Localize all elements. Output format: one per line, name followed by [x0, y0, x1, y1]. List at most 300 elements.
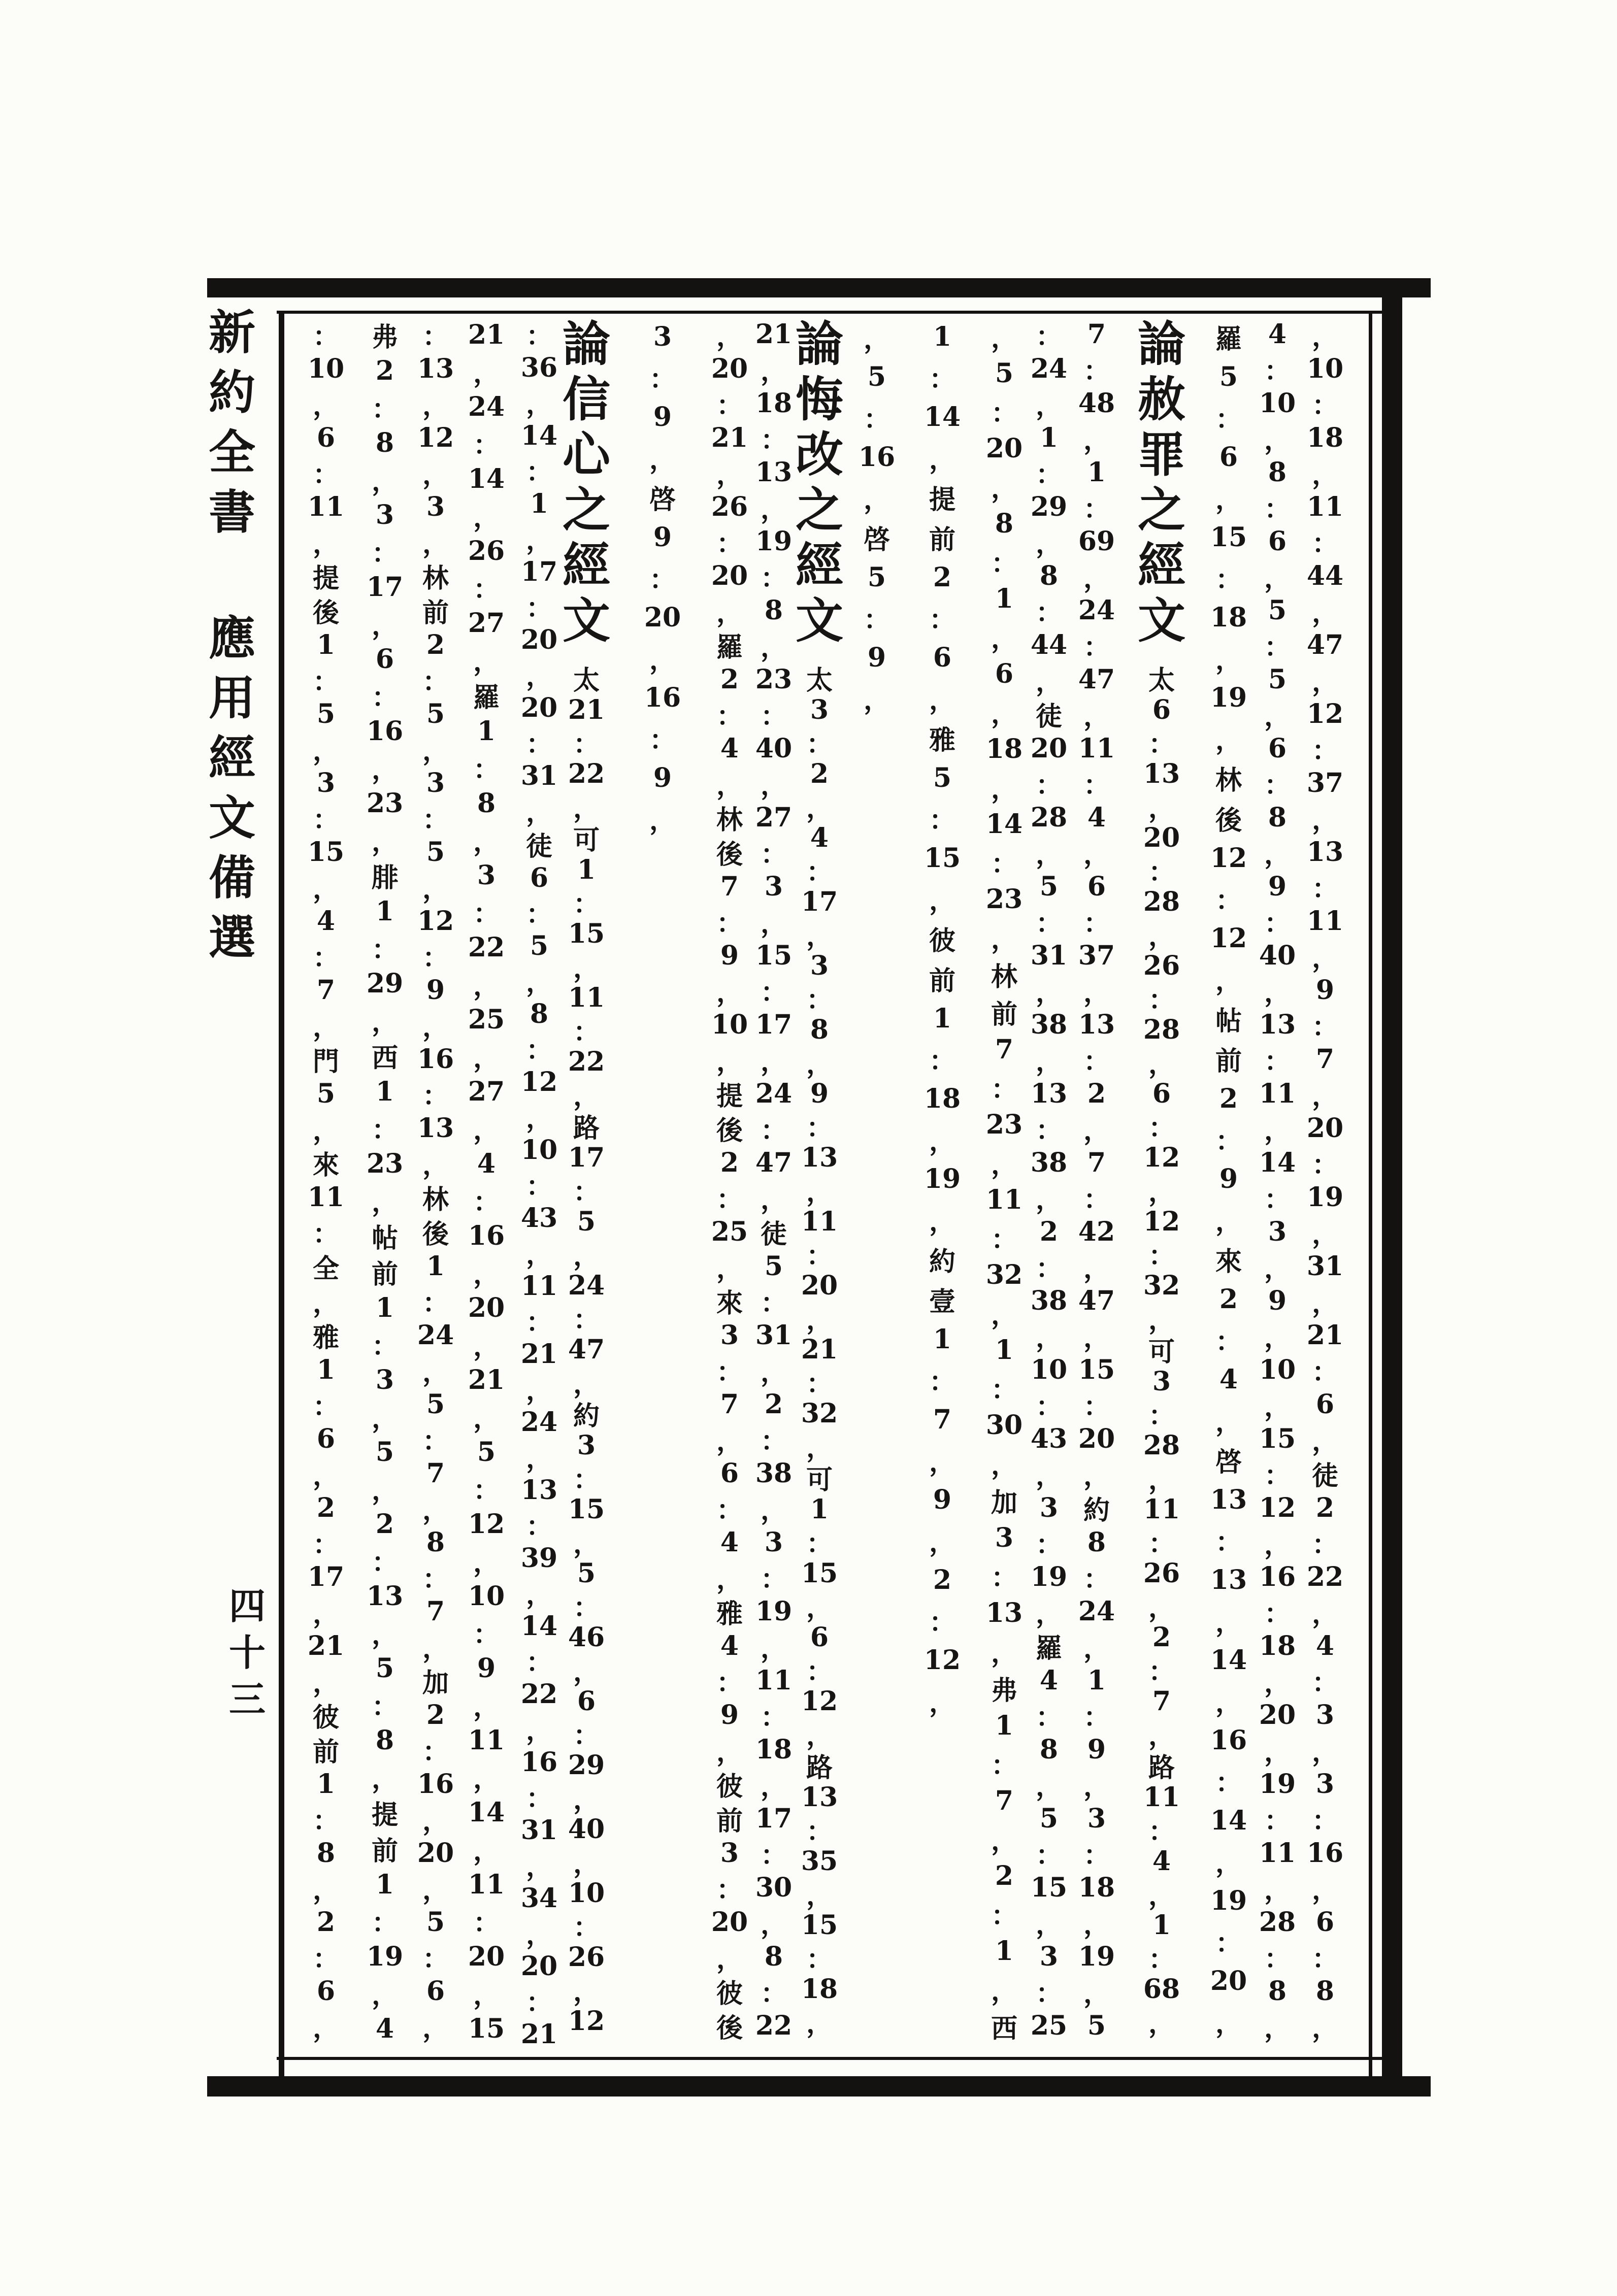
reference-cell: 24 — [520, 1407, 558, 1438]
scripture-column-16 — [457, 317, 516, 2055]
reference-cell: 6 — [577, 1686, 596, 1717]
reference-cell: ， — [473, 971, 500, 1002]
reference-cell: ： — [991, 1224, 1017, 1255]
reference-cell: ， — [473, 1547, 500, 1578]
reference-cell: 20 — [1030, 733, 1068, 764]
reference-cell: ， — [422, 1356, 449, 1388]
reference-cell: ， — [806, 2008, 833, 2039]
reference-cell: ： — [422, 321, 449, 352]
reference-cell: 約 — [573, 1401, 600, 1432]
reference-cell: 後 — [1215, 805, 1242, 836]
reference-cell: ： — [371, 1908, 398, 1939]
reference-cell: ： — [1083, 1702, 1110, 1733]
reference-cell: 21 — [468, 1365, 505, 1395]
reference-cell: 22 — [468, 932, 505, 963]
reference-cell: ： — [371, 935, 398, 966]
reference-cell: 31 — [755, 1319, 793, 1351]
reference-cell: 1 — [316, 1354, 336, 1385]
reference-cell: 3 — [810, 950, 829, 981]
reference-cell: 19 — [1259, 1768, 1296, 1800]
reference-cell: ， — [929, 444, 955, 475]
reference-cell: ： — [1035, 1115, 1062, 1146]
reference-cell: ， — [1215, 2008, 1242, 2039]
reference-cell: 22 — [755, 2010, 793, 2041]
reference-cell: 2 — [1039, 1216, 1059, 1247]
reference-cell: ： — [1035, 1253, 1062, 1284]
reference-cell: ， — [1311, 597, 1338, 628]
reference-cell: 14 — [1259, 1147, 1296, 1178]
reference-cell: ， — [991, 773, 1017, 805]
reference-cell: 後 — [422, 1218, 449, 1250]
reference-cell: ： — [991, 1750, 1017, 1781]
reference-cell: 弗 — [371, 322, 398, 353]
reference-cell: 5 — [426, 1906, 445, 1938]
reference-cell: ： — [991, 1374, 1017, 1406]
reference-cell: 1 — [1152, 1910, 1171, 1941]
reference-cell: ， — [1035, 666, 1062, 697]
reference-cell: 17 — [568, 1142, 605, 1173]
reference-cell: ： — [1083, 355, 1110, 387]
reference-cell: ： — [573, 1305, 600, 1336]
reference-cell: ： — [525, 1647, 552, 1678]
reference-cell: ： — [1035, 1529, 1062, 1560]
reference-cell: ， — [649, 805, 676, 836]
reference-cell: 38 — [1030, 1147, 1068, 1178]
reference-cell: ， — [716, 1253, 743, 1284]
reference-cell: 12 — [568, 2006, 605, 2037]
reference-cell: ： — [806, 1944, 833, 1975]
reference-cell: ， — [371, 1619, 398, 1650]
reference-cell: ： — [473, 1908, 500, 1939]
reference-cell: ， — [371, 826, 398, 857]
reference-cell: 10 — [468, 1581, 505, 1612]
reference-cell: ， — [1083, 1253, 1110, 1284]
reference-cell: ， — [1311, 459, 1338, 490]
reference-cell: 26 — [1143, 1558, 1180, 1589]
reference-cell: 3 — [995, 1522, 1014, 1553]
reference-cell: ， — [760, 1494, 787, 1526]
reference-cell: ， — [1264, 424, 1291, 456]
reference-cell: ， — [760, 770, 787, 801]
reference-cell: 提 — [371, 1800, 398, 1831]
reference-cell: ， — [806, 1433, 833, 1463]
reference-cell: 1 — [375, 1292, 394, 1323]
reference-cell: 9 — [810, 1078, 829, 1109]
reference-cell: 前 — [929, 966, 955, 996]
reference-cell: ： — [525, 899, 552, 930]
reference-cell: ： — [1083, 1391, 1110, 1422]
reference-cell: ， — [473, 1836, 500, 1867]
reference-cell: 1 — [477, 716, 496, 747]
reference-cell: 8 — [1315, 1975, 1335, 2007]
reference-cell: ， — [716, 1736, 743, 1768]
reference-cell: 28 — [1143, 1430, 1180, 1461]
reference-cell: 7 — [933, 1404, 952, 1435]
reference-cell: ： — [1264, 1805, 1291, 1837]
reference-cell: 46 — [568, 1622, 605, 1653]
reference-cell: ， — [1035, 839, 1062, 870]
reference-cell: 3 — [720, 1319, 739, 1351]
reference-cell: ， — [473, 826, 500, 857]
reference-cell: ： — [573, 1017, 600, 1048]
reference-cell: ： — [1264, 1184, 1291, 1215]
reference-cell: ， — [1083, 1909, 1110, 1940]
reference-cell: ， — [525, 661, 552, 692]
reference-cell: 20 — [417, 1837, 454, 1869]
reference-cell: ： — [760, 1115, 787, 1146]
reference-cell: 後 — [716, 2012, 743, 2044]
reference-cell: 20 — [985, 432, 1023, 464]
reference-cell: 2 — [810, 758, 829, 789]
reference-cell: 全 — [312, 1253, 339, 1284]
book-title-char: 書 — [208, 485, 255, 540]
reference-cell: ： — [1215, 1768, 1242, 1799]
reference-cell: 16 — [858, 442, 896, 473]
reference-cell: 19 — [755, 525, 793, 557]
reference-cell: 48 — [1078, 387, 1115, 419]
reference-cell: ， — [991, 473, 1017, 504]
reference-cell: ， — [525, 1375, 552, 1406]
reference-cell: 8 — [316, 1837, 336, 1869]
reference-cell: ， — [1215, 645, 1242, 676]
section-header-char: 經 — [562, 538, 610, 593]
reference-cell: ： — [371, 1547, 398, 1578]
reference-cell: ， — [1264, 1115, 1291, 1146]
reference-cell: ： — [1035, 1840, 1062, 1871]
reference-cell: ， — [422, 873, 449, 905]
book-title-char: 全 — [208, 425, 255, 480]
reference-cell: ： — [422, 1287, 449, 1319]
reference-cell: ， — [716, 977, 743, 1008]
reference-cell: ： — [806, 1656, 833, 1687]
reference-cell: 提 — [929, 484, 955, 515]
reference-cell: 4 — [1039, 1665, 1059, 1696]
reference-cell: ， — [422, 1149, 449, 1181]
reference-cell: ， — [1215, 1607, 1242, 1638]
reference-cell: ： — [312, 942, 339, 974]
reference-cell: 3 — [764, 1526, 783, 1558]
reference-cell: 11 — [568, 982, 605, 1013]
reference-cell: 8 — [375, 427, 394, 458]
scripture-column-7 — [975, 317, 1034, 2055]
reference-cell: 23 — [755, 663, 793, 695]
scripture-column-9 — [847, 317, 906, 2055]
reference-cell: 8 — [764, 594, 783, 626]
reference-cell: ， — [371, 1980, 398, 2011]
reference-cell: 20 — [468, 1292, 505, 1323]
reference-cell: 22 — [1306, 1561, 1344, 1592]
reference-cell: ： — [1215, 885, 1242, 916]
reference-cell: ： — [1264, 770, 1291, 801]
reference-cell: ， — [929, 1126, 955, 1157]
reference-cell: 3 — [577, 1430, 596, 1461]
section-header-char: 論 — [1137, 316, 1185, 372]
reference-cell: 帖 — [1215, 1006, 1242, 1037]
reference-cell: 6 — [995, 658, 1014, 689]
reference-cell: ， — [1264, 1874, 1291, 1906]
reference-cell: 3 — [1315, 1699, 1335, 1731]
reference-cell: ， — [760, 1771, 787, 1802]
reference-cell: 2 — [1152, 1622, 1171, 1653]
reference-cell: 2 — [316, 1492, 336, 1523]
reference-cell: 44 — [1030, 629, 1068, 660]
reference-cell: ： — [312, 804, 339, 836]
reference-cell: 26 — [468, 536, 505, 567]
reference-cell: 10 — [1259, 387, 1296, 419]
reference-cell: ： — [1035, 1391, 1062, 1422]
reference-cell: ， — [573, 1528, 600, 1559]
reference-cell: ， — [716, 1425, 743, 1457]
reference-cell: 太 — [806, 665, 833, 696]
reference-cell: ： — [1083, 770, 1110, 801]
reference-cell: ： — [422, 1080, 449, 1112]
reference-cell: ： — [573, 729, 600, 760]
reference-cell: ， — [929, 1687, 955, 1718]
reference-cell: ： — [1215, 1326, 1242, 1357]
reference-cell: 31 — [520, 1815, 558, 1846]
reference-cell: ， — [991, 698, 1017, 729]
reference-cell: 15 — [755, 940, 793, 971]
reference-cell: 13 — [1259, 1009, 1296, 1040]
reference-cell: ： — [760, 424, 787, 456]
reference-cell: ， — [1264, 1529, 1291, 1560]
reference-cell: ， — [1083, 977, 1110, 1008]
reference-cell: 林 — [991, 961, 1017, 992]
reference-cell: ， — [312, 1667, 339, 1699]
book-title-char: 文 — [208, 790, 255, 845]
reference-cell: ： — [312, 459, 339, 490]
reference-cell: 23 — [985, 883, 1023, 915]
reference-cell: 25 — [1030, 2010, 1068, 2041]
reference-cell: ， — [573, 953, 600, 984]
section-header-char: 文 — [795, 593, 843, 649]
reference-cell: 13 — [366, 1581, 404, 1612]
reference-cell: ， — [422, 528, 449, 559]
reference-cell: 9 — [653, 762, 672, 793]
reference-cell: ， — [1215, 1206, 1242, 1237]
reference-cell: ： — [422, 1425, 449, 1457]
reference-cell: ： — [1035, 459, 1062, 490]
reference-cell: 8 — [1087, 1526, 1106, 1558]
reference-cell: 5 — [577, 1206, 596, 1237]
reference-cell: ， — [573, 1976, 600, 2007]
reference-cell: 4 — [1219, 1364, 1238, 1395]
reference-cell: ， — [1148, 793, 1175, 824]
reference-cell: ： — [806, 985, 833, 1016]
reference-cell: ， — [1311, 1080, 1338, 1112]
reference-cell: 5 — [426, 698, 445, 729]
reference-cell: ： — [991, 1900, 1017, 1932]
reference-cell: 6 — [530, 862, 549, 893]
reference-cell: 69 — [1078, 525, 1115, 557]
reference-cell: 47 — [1078, 1285, 1115, 1316]
reference-cell: ， — [716, 1563, 743, 1595]
reference-cell: ， — [1264, 701, 1291, 732]
reference-cell: ： — [1311, 1356, 1338, 1388]
reference-cell: ： — [760, 1840, 787, 1871]
reference-cell: ， — [806, 1177, 833, 1208]
reference-cell: 11 — [1078, 733, 1115, 764]
reference-cell: 徒 — [1035, 701, 1062, 732]
reference-cell: 3 — [1268, 1216, 1287, 1247]
reference-cell: ， — [716, 770, 743, 801]
reference-cell: 3 — [1039, 1941, 1059, 1972]
reference-cell: 6 — [1087, 871, 1106, 902]
reference-cell: ： — [312, 1943, 339, 1975]
reference-cell: 8 — [764, 1941, 783, 1972]
reference-cell: 6 — [426, 1975, 445, 2007]
reference-cell: ， — [1264, 2012, 1291, 2044]
reference-cell: ， — [716, 459, 743, 490]
reference-cell: 彼 — [312, 1702, 339, 1733]
reference-cell: ， — [473, 646, 500, 677]
reference-cell: ： — [1035, 1702, 1062, 1733]
reference-cell: 約 — [1083, 1494, 1110, 1526]
reference-cell: 14 — [468, 463, 505, 494]
reference-cell: 11 — [1306, 905, 1344, 937]
reference-cell: 37 — [1306, 767, 1344, 798]
reference-cell: 20 — [520, 1951, 558, 1982]
reference-cell: 壹 — [929, 1286, 955, 1317]
reference-cell: 3 — [426, 491, 445, 522]
reference-cell: 西 — [371, 1043, 398, 1074]
reference-cell: ， — [473, 1043, 500, 1074]
reference-cell: 西 — [991, 2013, 1017, 2044]
reference-cell: ， — [525, 1103, 552, 1134]
reference-cell: 5 — [1268, 594, 1287, 626]
reference-cell: ： — [1311, 1943, 1338, 1975]
reference-cell: ： — [929, 1367, 955, 1397]
reference-cell: ： — [929, 1607, 955, 1638]
reference-cell: ， — [371, 610, 398, 641]
reference-cell: 27 — [468, 1076, 505, 1107]
reference-cell: 9 — [720, 1699, 739, 1731]
reference-cell: 21 — [520, 2019, 558, 2050]
reference-cell: ： — [1264, 1943, 1291, 1975]
reference-cell: 19 — [1078, 1941, 1115, 1972]
reference-cell: ， — [1311, 804, 1338, 836]
reference-cell: ， — [1035, 1046, 1062, 1077]
reference-cell: ： — [760, 1425, 787, 1457]
reference-cell: ： — [1035, 1978, 1062, 2009]
reference-cell: 37 — [1078, 940, 1115, 971]
reference-cell: 5 — [530, 930, 549, 961]
reference-cell: ， — [422, 459, 449, 490]
reference-cell: 3 — [764, 871, 783, 902]
reference-cell: 20 — [711, 1906, 748, 1938]
reference-cell: 5 — [764, 1250, 783, 1282]
reference-cell: ， — [473, 1331, 500, 1362]
reference-cell: 22 — [520, 1679, 558, 1710]
reference-cell: ： — [716, 1356, 743, 1388]
reference-cell: ： — [806, 1113, 833, 1144]
reference-cell: 13 — [1306, 836, 1344, 868]
reference-cell: 24 — [468, 391, 505, 422]
reference-cell: 44 — [1306, 560, 1344, 591]
reference-cell: 5 — [933, 762, 952, 793]
reference-cell: ： — [473, 1475, 500, 1506]
reference-cell: ： — [806, 729, 833, 760]
section-header-char: 之 — [1137, 482, 1185, 538]
reference-cell: ， — [473, 502, 500, 533]
reference-cell: ： — [1148, 1401, 1175, 1432]
reference-cell: 21 — [1306, 1319, 1344, 1351]
reference-cell: ： — [525, 1511, 552, 1542]
reference-cell: 8 — [477, 788, 496, 819]
reference-cell: ： — [371, 1331, 398, 1362]
reference-cell: 1 — [1039, 422, 1059, 453]
reference-cell: 10 — [520, 1135, 558, 1166]
section-header-char: 論 — [562, 316, 610, 372]
reference-cell: 3 — [477, 860, 496, 891]
reference-cell: 13 — [755, 456, 793, 488]
page-number-char: 四 — [228, 1584, 266, 1627]
reference-cell: 徒 — [760, 1218, 787, 1250]
reference-cell: 羅 — [716, 631, 743, 663]
reference-cell: 18 — [1259, 1630, 1296, 1661]
reference-cell: 20 — [520, 624, 558, 655]
reference-cell: 9 — [1268, 871, 1287, 902]
reference-cell: 18 — [801, 1974, 838, 2005]
reference-cell: ， — [1148, 1049, 1175, 1080]
reference-cell: 21 — [568, 694, 605, 725]
reference-cell: 4 — [1152, 1846, 1171, 1877]
reference-cell: 可 — [1148, 1337, 1175, 1368]
reference-cell: ： — [473, 1187, 500, 1218]
book-title-char: 選 — [208, 910, 255, 965]
reference-cell: 8 — [1268, 1975, 1287, 2007]
reference-cell: 3 — [720, 1837, 739, 1869]
reference-cell: 1 — [375, 1076, 394, 1107]
reference-cell: 13 — [1143, 758, 1180, 789]
reference-cell: 38 — [1030, 1285, 1068, 1316]
reference-cell: 14 — [985, 808, 1023, 840]
reference-cell: 29 — [366, 968, 404, 999]
reference-cell: ， — [1264, 1667, 1291, 1699]
reference-cell: 35 — [801, 1846, 838, 1877]
reference-cell: 彼 — [716, 1978, 743, 2009]
reference-cell: 5 — [477, 1437, 496, 1468]
reference-cell: ： — [573, 1912, 600, 1943]
reference-cell: ： — [525, 1987, 552, 2018]
reference-cell: 13 — [1078, 1009, 1115, 1040]
reference-cell: 可 — [573, 825, 600, 856]
reference-cell: ， — [312, 873, 339, 905]
reference-cell: 2 — [764, 1388, 783, 1420]
reference-cell: ， — [1264, 1391, 1291, 1422]
reference-cell: 21 — [711, 422, 748, 453]
reference-cell: ， — [1083, 1115, 1110, 1146]
reference-cell: 12 — [1210, 843, 1247, 874]
reference-cell: ： — [422, 666, 449, 697]
reference-cell: ： — [1311, 735, 1338, 767]
reference-cell: 2 — [1087, 1078, 1106, 1109]
reference-cell: ， — [806, 793, 833, 824]
reference-cell: 11 — [1143, 1494, 1180, 1525]
reference-cell: 21 — [307, 1630, 345, 1661]
scripture-column-15 — [510, 317, 569, 2055]
reference-cell: 24 — [417, 1319, 454, 1351]
reference-cell: ： — [422, 1563, 449, 1595]
reference-cell: 25 — [468, 1004, 505, 1035]
reference-cell: ： — [760, 1978, 787, 2009]
reference-cell: ， — [525, 389, 552, 420]
reference-cell: ： — [422, 942, 449, 974]
reference-cell: 11 — [307, 1181, 345, 1213]
reference-cell: ： — [716, 1184, 743, 1215]
reference-cell: 16 — [1306, 1837, 1344, 1869]
reference-cell: ： — [1083, 493, 1110, 525]
